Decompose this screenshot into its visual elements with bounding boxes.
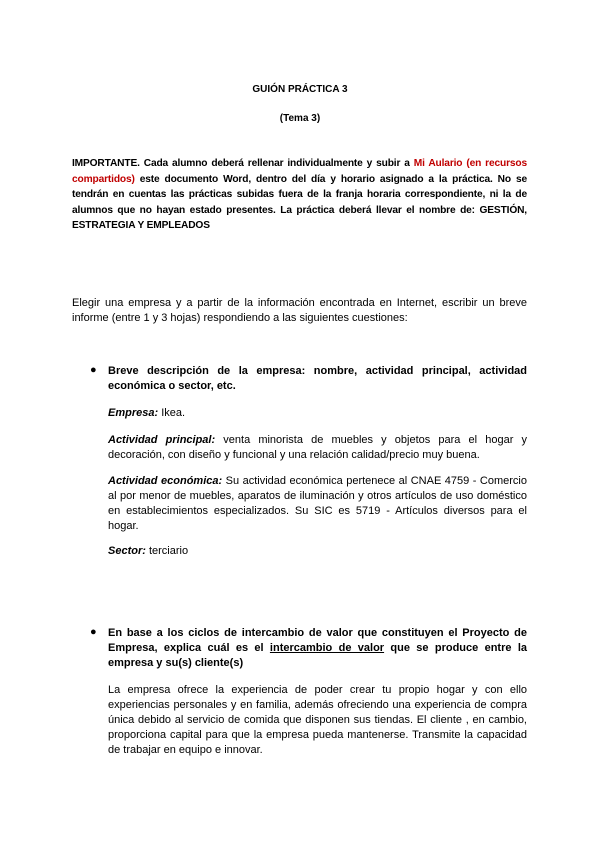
empresa-line	[108, 406, 527, 421]
section2-heading-text-2: que se produce entre la empresa y su(s) cliente(s)	[108, 642, 528, 669]
sector-line	[108, 544, 527, 559]
empresa-value: Ikea.	[158, 407, 186, 419]
actividad-principal-value: venta minorista de muebles y objetos para el hogar y decoración, con diseño y funcional y una relación calidad/precio muy buena.	[108, 434, 527, 461]
actividad-principal-label: Actividad principal:	[108, 434, 216, 446]
intro-paragraph: Elegir una empresa y a partir de la información encontrada en Internet, escribir un breve informe (entre 1 y 3 hojas) respondiendo a las siguientes cuestiones:	[72, 297, 527, 324]
actividad-economica-paragraph	[108, 474, 527, 534]
actividad-economica-label: Actividad económica:	[108, 475, 223, 487]
section2-heading-text-1: En base a los ciclos de intercambio de valor que constituyen el Proyecto de Empresa, explica cuál es el	[108, 627, 527, 654]
important-text-1: Cada alumno deberá rellenar individualmente y subir a	[139, 158, 414, 169]
section1-heading: Breve descripción de la empresa: nombre, actividad principal, actividad económica o sector, etc.	[108, 365, 527, 392]
mi-aulario-reference: Mi Aulario (en recursos compartidos)	[72, 158, 527, 185]
important-notice	[72, 156, 527, 234]
sector-value: terciario	[145, 545, 189, 557]
page-subtitle: (Tema 3)	[279, 113, 321, 124]
section2-heading	[108, 626, 527, 671]
actividad-principal-paragraph	[108, 433, 527, 463]
intercambio-de-valor-underlined: intercambio de valor	[269, 642, 385, 654]
important-lead: IMPORTANTE.	[72, 158, 140, 169]
empresa-label: Empresa:	[108, 407, 159, 419]
sector-label: Sector:	[108, 545, 146, 557]
bullet-2: ●	[90, 626, 97, 638]
page-title: GUIÓN PRÁCTICA 3	[252, 84, 348, 95]
important-text-2: este documento Word, dentro del día y horario asignado a la práctica. No se tendrán en cuentas las prácticas subidas fuera de la franja horaria correspondiente, ni la de alumnos que no hayan estado presentes. La práctica deberá llevar el nombre de: GESTIÓN, ESTRATEGIA Y EMPLEADOS	[72, 173, 527, 231]
section2-answer: La empresa ofrece la experiencia de poder crear tu propio hogar y con ello experiencias personales y en familia, además ofreciendo una experiencia de compra única debido al servicio de comida que disponen sus tiendas. El cliente , en cambio, proporciona capital para que la empresa pueda mantenerse. Transmite la capacidad de trabajar en equipo e innovar.	[108, 684, 527, 756]
actividad-economica-value: Su actividad económica pertenece al CNAE 4759 - Comercio al por menor de muebles, aparatos de iluminación y otros artículos de uso doméstico en establecimientos especializados. Su SIC es 5719 - Artículos diversos para el hogar.	[108, 475, 527, 532]
bullet-1: ●	[90, 364, 97, 376]
